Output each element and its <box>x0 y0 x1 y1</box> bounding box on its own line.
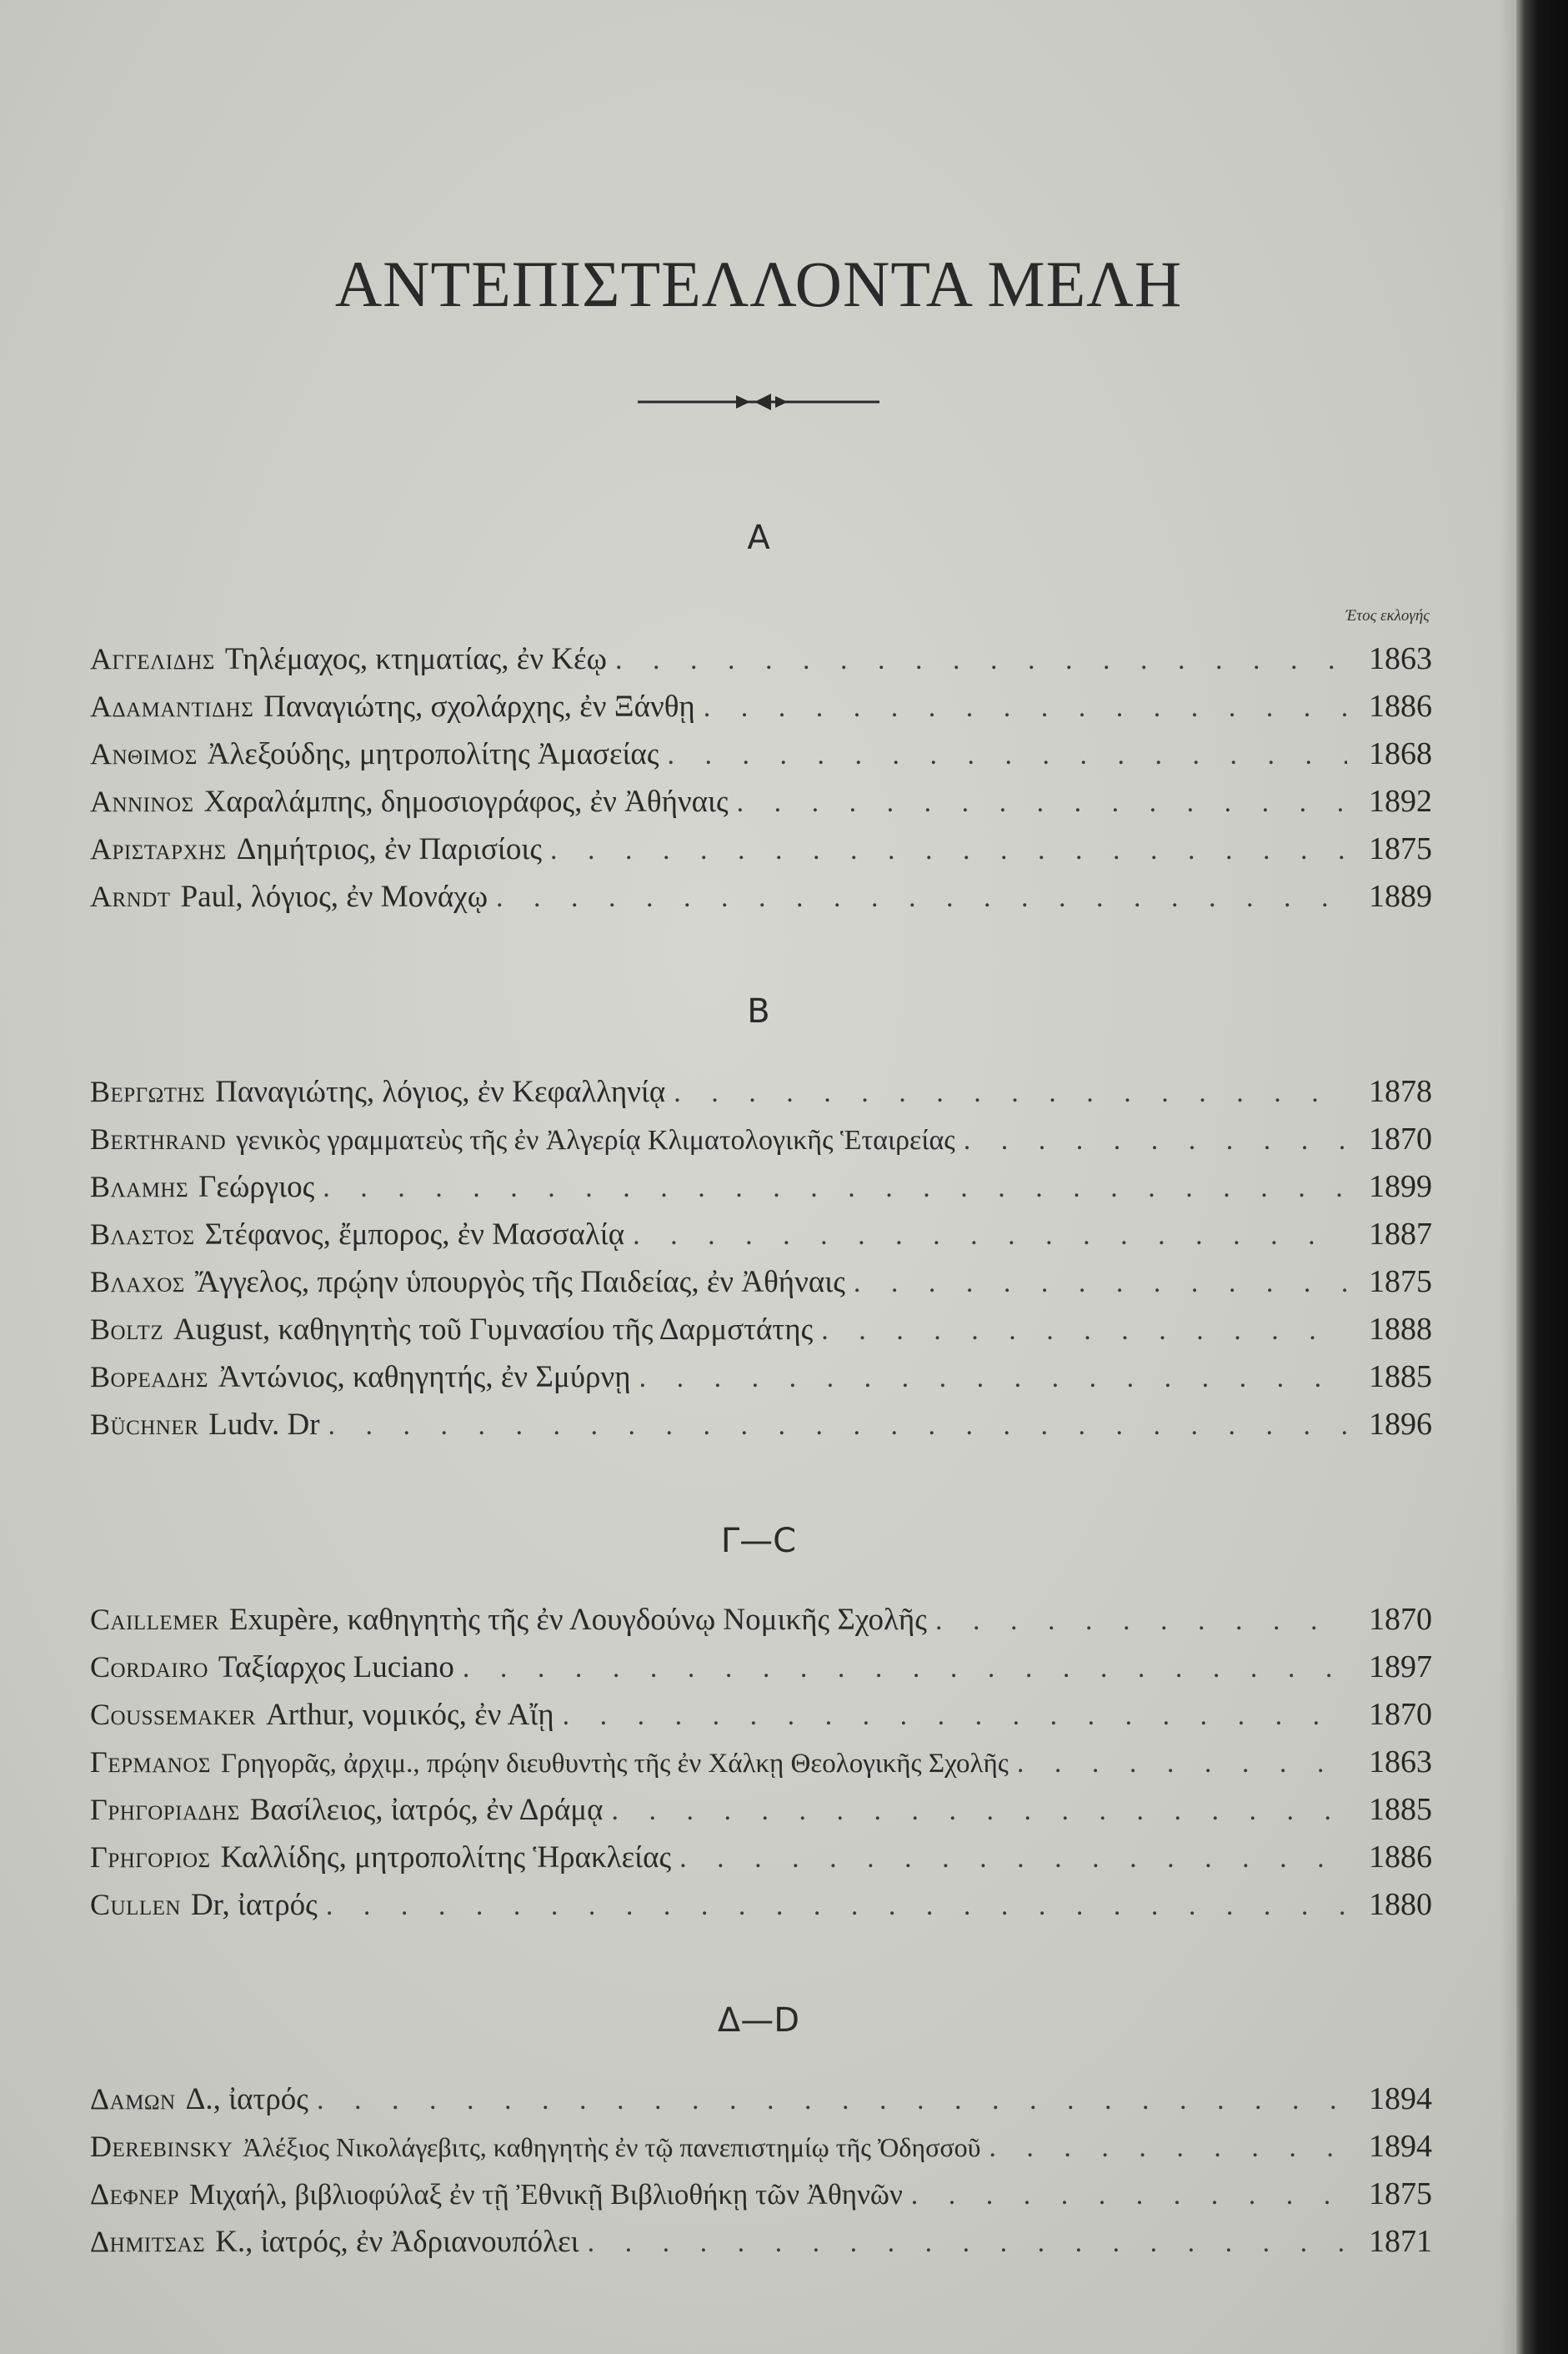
entry-surname: Δημιτσας <box>90 2225 206 2258</box>
dot-leader <box>563 1693 1347 1739</box>
section-heading-delta-d: Δ—D <box>717 2001 800 2040</box>
entry-year: 1875 <box>1369 1264 1432 1299</box>
entry-surname: Büchner <box>90 1408 199 1441</box>
entry-surname: Δεφνερ <box>90 2177 179 2211</box>
entry-surname: Γερμανος <box>90 1745 211 1779</box>
list-item <box>90 1258 1432 1305</box>
book-binding <box>1516 0 1568 2354</box>
dot-leader <box>1017 1740 1347 1787</box>
column-header-year: Έτος εκλογής <box>1345 607 1430 625</box>
entry-description: Ludv. Dr <box>208 1408 320 1442</box>
entry-surname: Βλαστος <box>90 1217 195 1251</box>
list-item <box>90 1691 1432 1738</box>
entry-description: Γρηγορᾶς, ἀρχιμ., πρῴην διευθυντὴς τῆς ἐν Χάλκῃ Θεολογικῆς Σχολῆς <box>220 1749 1009 1779</box>
entry-surname: Αδαμαντιδης <box>90 690 254 723</box>
dot-leader <box>737 780 1347 826</box>
dot-leader <box>326 1883 1347 1930</box>
entry-surname: Δαμων <box>90 2082 176 2116</box>
list-item <box>90 1163 1432 1210</box>
list-item <box>90 1306 1432 1353</box>
list-item <box>90 2218 1432 2265</box>
dot-leader <box>854 1260 1347 1307</box>
entry-year: 1870 <box>1369 1602 1432 1637</box>
entry-surname: Αρισταρχης <box>90 832 227 866</box>
entry-year: 1899 <box>1369 1169 1432 1204</box>
entry-description: Ἀλέξιος Νικολάγεβιτς, καθηγητὴς ἐν τῷ πανεπιστημίῳ τῆς Ὀδησσοῦ <box>243 2132 981 2162</box>
dot-leader <box>821 1307 1347 1354</box>
entry-surname: Cullen <box>90 1888 181 1921</box>
entry-year: 1894 <box>1369 2129 1432 2164</box>
dot-leader <box>674 1070 1347 1117</box>
entry-surname: Derebinsky <box>90 2130 233 2163</box>
entry-surname: Βλαχος <box>90 1265 185 1298</box>
list-item <box>90 1116 1432 1162</box>
list-item <box>90 1596 1432 1643</box>
entry-surname: Γρηγοριος <box>90 1840 211 1874</box>
entry-description: γενικὸς γραμματεὺς τῆς ἐν Ἀλγερίᾳ Κλιματολογικῆς Ἑταιρείας <box>236 1125 955 1156</box>
list-item <box>90 1786 1432 1833</box>
entry-year: 1863 <box>1369 641 1432 676</box>
entry-description: Exupère, καθηγητὴς τῆς ἐν Λουγδούνῳ Νομικῆς Σχολῆς <box>228 1603 927 1637</box>
list-item <box>90 826 1432 872</box>
entry-description: Δημήτριος, ἐν Παρισίοις <box>236 832 542 866</box>
entry-year: 1888 <box>1369 1312 1432 1347</box>
entry-description: Δ., ἰατρός <box>185 2082 308 2116</box>
entry-surname: Βεργωτης <box>90 1075 206 1108</box>
entry-year: 1875 <box>1369 831 1432 866</box>
entry-year: 1896 <box>1369 1407 1432 1442</box>
entry-surname: Γρηγοριαδης <box>90 1793 240 1826</box>
dot-leader <box>989 2125 1347 2171</box>
entry-year: 1870 <box>1369 1697 1432 1732</box>
entry-year: 1885 <box>1369 1792 1432 1827</box>
entry-year: 1878 <box>1369 1074 1432 1109</box>
dot-leader <box>964 1117 1347 1164</box>
entry-description: Στέφανος, ἔμπορος, ἐν Μασσαλίᾳ <box>204 1217 625 1252</box>
entry-description: Χαραλάμπης, δημοσιογράφος, ἐν Ἀθήναις <box>203 785 729 819</box>
entry-description: August, καθηγητὴς τοῦ Γυμνασίου τῆς Δαρμστάτης <box>173 1313 814 1347</box>
entry-surname: Αννινος <box>90 785 194 818</box>
entry-year: 1863 <box>1369 1744 1432 1779</box>
entry-year: 1889 <box>1369 879 1432 914</box>
entry-surname: Coussemaker <box>90 1698 256 1731</box>
entry-year: 1897 <box>1369 1649 1432 1684</box>
list-item <box>90 1401 1432 1448</box>
list-item <box>90 2171 1432 2217</box>
entry-description: Paul, λόγιος, ἐν Μονάχῳ <box>180 880 488 914</box>
dot-leader <box>704 685 1347 731</box>
entry-surname: Cordairo <box>90 1650 208 1684</box>
dot-leader <box>317 2077 1347 2124</box>
list-item <box>90 1881 1432 1928</box>
entry-description: Κ., ἰατρός, ἐν Ἀδριανουπόλει <box>215 2225 579 2259</box>
entry-year: 1894 <box>1369 2081 1432 2116</box>
entry-description: Γεώργιος <box>198 1170 315 1204</box>
dot-leader <box>679 1835 1347 1882</box>
list-item <box>90 1834 1432 1880</box>
entry-year: 1885 <box>1369 1359 1432 1394</box>
page-title: ΑΝΤΕΠΙΣΤΕΛΛΟΝΤΑ ΜΕΛΗ <box>334 248 1183 320</box>
list-item <box>90 1068 1432 1115</box>
list-item <box>90 1644 1432 1690</box>
entry-description: Παναγιώτης, λόγιος, ἐν Κεφαλληνίᾳ <box>215 1075 666 1109</box>
entry-surname: Caillemer <box>90 1603 219 1636</box>
dot-leader <box>496 875 1347 921</box>
entry-description: Βασίλειος, ἰατρός, ἐν Δράμᾳ <box>249 1793 604 1827</box>
dot-leader <box>615 637 1347 684</box>
dot-leader <box>588 2220 1347 2266</box>
section-heading-gamma-c: Γ—C <box>720 1522 797 1560</box>
entry-year: 1886 <box>1369 1840 1432 1875</box>
list-item <box>90 1739 1432 1785</box>
ornament-divider <box>638 392 879 412</box>
entry-description: Ταξίαρχος Luciano <box>218 1650 454 1684</box>
entry-description: Καλλίδης, μητροπολίτης Ἡρακλείας <box>220 1840 672 1875</box>
entry-surname: Ανθιμος <box>90 737 198 770</box>
list-item <box>90 683 1432 730</box>
entry-surname: Αγγελιδης <box>90 642 215 675</box>
entry-description: Dr, ἰατρός <box>190 1888 318 1922</box>
list-item <box>90 1211 1432 1257</box>
entry-surname: Βορεαδης <box>90 1360 208 1393</box>
list-item <box>90 635 1432 682</box>
entry-year: 1875 <box>1369 2176 1432 2211</box>
dot-leader <box>935 1598 1347 1644</box>
dot-leader <box>611 1788 1347 1835</box>
entry-description: Μιχαήλ, βιβλιοφύλαξ ἐν τῇ Ἐθνικῇ Βιβλιοθήκῃ τῶν Ἀθηνῶν <box>188 2178 903 2211</box>
entry-year: 1870 <box>1369 1122 1432 1157</box>
list-item <box>90 2075 1432 2122</box>
dot-leader <box>550 827 1347 874</box>
entry-year: 1887 <box>1369 1217 1432 1252</box>
section-heading-beta: Β <box>747 992 770 1031</box>
entry-year: 1880 <box>1369 1887 1432 1922</box>
list-item <box>90 2123 1432 2170</box>
dot-leader <box>639 1355 1347 1402</box>
entry-surname: Berthrand <box>90 1122 227 1156</box>
entry-surname: Arndt <box>90 880 171 913</box>
dot-leader <box>463 1645 1347 1692</box>
dot-leader <box>667 732 1347 779</box>
entry-description: Παναγιώτης, σχολάρχης, ἐν Ξάνθῃ <box>263 690 695 724</box>
dot-leader <box>323 1165 1347 1212</box>
entry-surname: Boltz <box>90 1313 164 1346</box>
dot-leader <box>633 1212 1347 1259</box>
entry-description: Τηλέμαχος, κτηματίας, ἐν Κέῳ <box>224 642 607 676</box>
list-item <box>90 1353 1432 1400</box>
list-item <box>90 730 1432 777</box>
entry-year: 1868 <box>1369 736 1432 771</box>
entry-year: 1871 <box>1369 2224 1432 2259</box>
entry-description: Ἀλεξούδης, μητροπολίτης Ἀμασείας <box>207 737 659 771</box>
entry-description: Arthur, νομικός, ἐν Αἴῃ <box>265 1698 554 1732</box>
entry-year: 1886 <box>1369 689 1432 724</box>
entry-year: 1892 <box>1369 784 1432 819</box>
entry-description: Ἀντώνιος, καθηγητής, ἐν Σμύρνῃ <box>218 1360 631 1394</box>
section-heading-alpha: Α <box>747 519 770 557</box>
entry-description: Ἄγγελος, πρῴην ὑπουργὸς τῆς Παιδείας, ἐν Ἀθήναις <box>194 1265 845 1299</box>
entry-surname: Βλαμης <box>90 1170 189 1203</box>
dot-leader <box>328 1403 1347 1449</box>
list-item <box>90 778 1432 825</box>
dot-leader <box>911 2172 1347 2219</box>
list-item <box>90 873 1432 920</box>
